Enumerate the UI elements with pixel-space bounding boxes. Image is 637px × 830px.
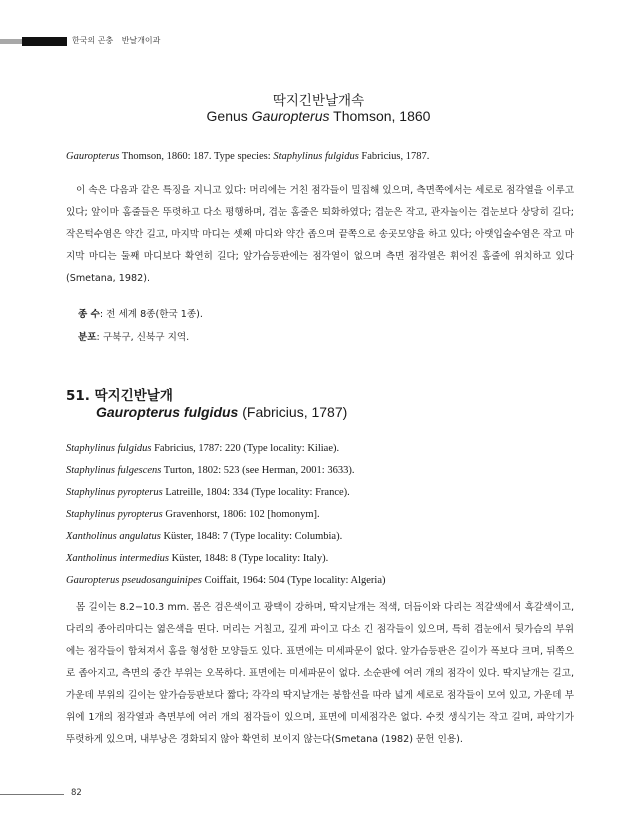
genus-citation-name: Gauropterus (66, 151, 120, 162)
synonym-entry (66, 509, 320, 520)
species-count-value: : 전 세계 8종(한국 1종). (99, 309, 203, 320)
genus-latin-title (0, 108, 637, 124)
synonym-entry (66, 531, 342, 542)
synonym-citation: Turton, 1802: 523 (see Herman, 2001: 3633). (161, 465, 355, 476)
genus-description: 이 속은 다음과 같은 특징을 지니고 있다: 머리에는 거친 점각들이 밀집해 있으며, 측면쪽에서는 세로로 점각열을 이루고 있다; 앞이마 홈줄들은 뚜렷하고 다소 평행하며, 겹눈 홈줄은 퇴화하였다; 겹눈은 작고, 관자놀이는 겹눈보다 상당히 길다; 작은턱수염은 약간 길고, 마지막 마디는 셋째 마디와 약간 좁으며 끝쪽으로 송곳모양을 하고 있다; 아랫입술수염은 작고 마지막 마디는 둘째 마디보다 확연히 길다; 앞가슴등판에는 점각열이 없으며 측면 점각열은 휘어진 홈줄에 위치하고 있다(Smetana, 1982). (66, 185, 574, 284)
synonym-name: Gauropterus pseudosanguinipes (66, 575, 202, 586)
distribution (78, 329, 189, 343)
header-gray-bar (0, 39, 22, 44)
species-description: 몸 길이는 8.2−10.3 mm. 몸은 검은색이고 광택이 강하며, 딱지날개는 적색, 더듬이와 다리는 적갈색에서 흑갈색이고, 다리의 종아리마디는 엷은색을 띤다. 머리는 거칠고, 깊게 파이고 다소 긴 점각들이 있으며, 특히 겹눈에서 뒷가슴의 부위에는 점각들이 합쳐져서 홈을 형성한 모양들도 있다. 표면에는 미세파문이 없다. 앞가슴등판은 길이가 폭보다 크며, 뒤쪽으로 좁아지고, 측면의 중간 부위는 오목하다. 표면에는 미세파문이 없다. 소순판에 여러 개의 점각이 있다. 딱지날개는 길고, 가운데 부위의 길이는 앞가슴등판보다 짧다; 각각의 딱지날개는 봉합선을 따라 넓게 세로로 점각들이 모여 있고, 가운데 부위에 1개의 점각열과 측면부에 여러 개의 점각들이 있으며, 표면에 미세점각은 없다. 수컷 생식기는 작고 길며, 파악기가 뚜렷하게 있으며, 내부낭은 경화되지 않아 확연히 보이지 않는다(Smetana (1982) 문헌 인용). (66, 602, 574, 745)
header-black-bar (22, 37, 67, 46)
synonym-citation: Küster, 1848: 8 (Type locality: Italy). (168, 553, 329, 564)
page-number: 82 (71, 788, 82, 798)
species-count (78, 306, 203, 320)
type-species-author: Fabricius, 1787. (358, 151, 430, 162)
genus-korean-title: 딱지긴반날개속 (272, 93, 365, 109)
synonym-name: Xantholinus angulatus (66, 531, 161, 542)
header-section-title: 반날개이과 (121, 36, 161, 45)
running-header (0, 34, 637, 48)
synonym-citation: Fabricius, 1787: 220 (Type locality: Kiliae). (151, 443, 340, 454)
synonym-citation: Küster, 1848: 7 (Type locality: Columbia). (160, 531, 343, 542)
type-species-name: Staphylinus fulgidus (273, 151, 359, 162)
synonym-entry (66, 553, 328, 564)
genus-name: Gauropterus (251, 108, 330, 124)
genus-citation-text: Thomson, 1860: 187. Type species: (119, 151, 274, 162)
distribution-label: 분포 (78, 332, 97, 343)
synonym-name: Staphylinus fulgescens (66, 465, 162, 476)
footer-rule (0, 794, 64, 795)
synonym-entry (66, 465, 354, 476)
synonym-name: Staphylinus fulgidus (66, 443, 152, 454)
species-scientific-name (96, 404, 347, 420)
genus-label: Genus (206, 108, 248, 124)
synonym-name: Staphylinus pyropterus (66, 487, 163, 498)
distribution-value: : 구북구, 신북구 지역. (96, 332, 190, 343)
synonym-entry (66, 443, 339, 454)
species-author: (Fabricius, 1787) (238, 404, 348, 420)
species-title: 51. 딱지긴반날개 (66, 388, 173, 404)
species-binomial: Gauropterus fulgidus (96, 404, 239, 420)
species-count-label: 종 수 (78, 309, 100, 320)
synonym-name: Xantholinus intermedius (66, 553, 169, 564)
synonym-entry (66, 487, 350, 498)
genus-author: Thomson, 1860 (333, 108, 431, 124)
genus-citation (66, 151, 574, 162)
header-text (72, 34, 166, 48)
synonym-citation: Latreille, 1804: 334 (Type locality: France). (162, 487, 350, 498)
synonym-citation: Gravenhorst, 1806: 102 [homonym]. (162, 509, 320, 520)
synonym-citation: Coiffait, 1964: 504 (Type locality: Algeria) (201, 575, 386, 586)
header-book-title: 한국의 곤충 (72, 36, 114, 45)
synonym-entry (66, 575, 386, 586)
synonym-name: Staphylinus pyropterus (66, 509, 163, 520)
